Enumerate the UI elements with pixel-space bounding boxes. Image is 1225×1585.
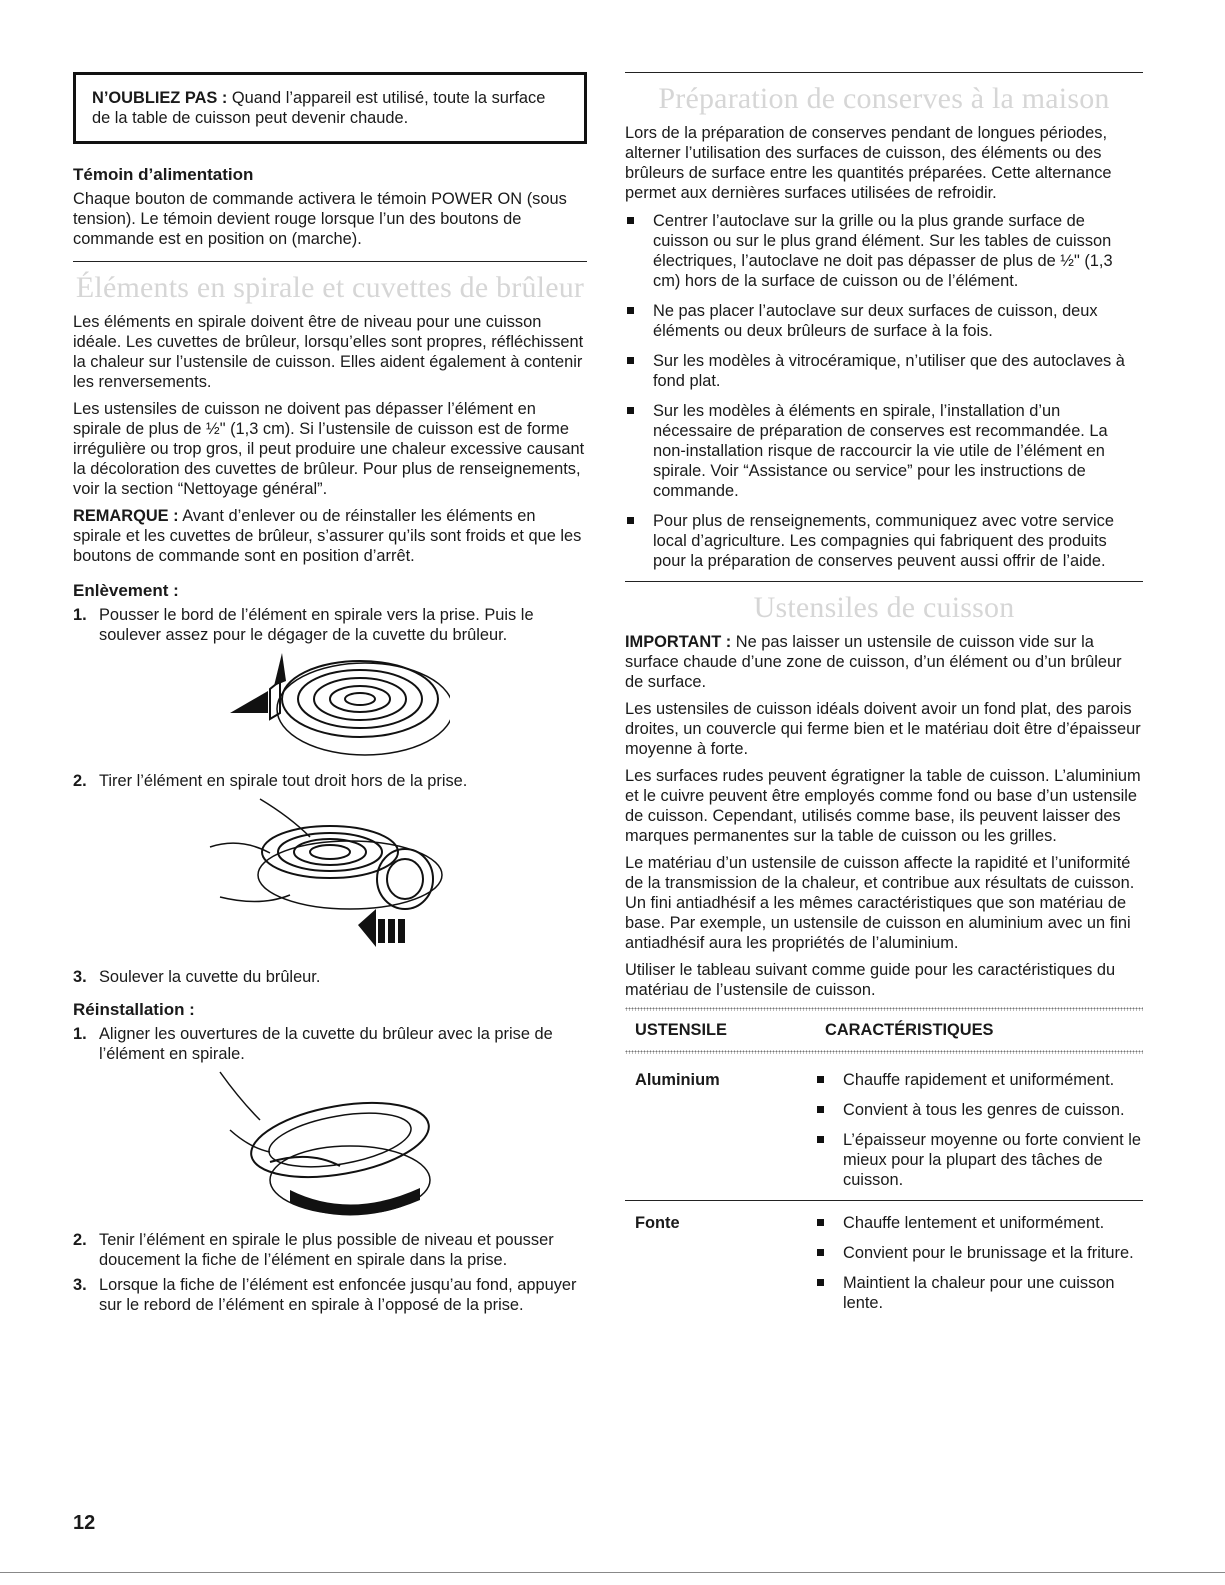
reinstall-heading: Réinstallation : <box>73 1000 195 1019</box>
material-name: Aluminium <box>635 1071 720 1089</box>
column-header-cookware: USTENSILE <box>635 1021 727 1039</box>
section-divider <box>73 261 587 262</box>
cookware-paragraph-1: Les ustensiles de cuisson idéals doivent avoir un fond plat, des parois droites, un couvercle qui ferme bien et le matériau doit être d’épaisseur moyenne à forte. <box>625 700 1141 758</box>
bullet-square <box>817 1219 824 1226</box>
coils-paragraph-2: Les ustensiles de cuisson ne doivent pas dépasser l’élément en spirale de plus de ½" (1,3 cm). Si l’ustensile de cuisson est de forme irrégulière ou trop gros, il peut produire une chaleur excessive causant la décoloration des cuvettes de brûleur. Pour plus de renseignements, voir la section “Nettoyage général”. <box>73 400 585 498</box>
column-header-characteristics: CARACTÉRISTIQUES <box>825 1021 994 1039</box>
material-table-body <box>625 1058 1143 1323</box>
list-item: Convient à tous les genres de cuisson. <box>815 1100 1143 1120</box>
bullet-square <box>627 357 634 364</box>
material-characteristics <box>815 1201 1143 1324</box>
reinstall-steps-cont <box>73 1230 587 1315</box>
cookware-paragraph-2: Les surfaces rudes peuvent égratigner la table de cuisson. L’aluminium et le cuivre peuvent être employés comme fond ou base d’un ustensile de cuisson. Cependant, utilisés comme base, ils peuvent laisser des marques permanentes sur la table de cuisson ou les grilles. <box>625 767 1141 845</box>
bullet-square <box>817 1136 824 1143</box>
cookware-section-title: Ustensiles de cuisson <box>753 591 1015 624</box>
list-item: 3. Lorsque la fiche de l’élément est enfoncée jusqu’au fond, appuyer sur le rebord de l’élément en spirale à l’opposé de la prise. <box>73 1276 577 1314</box>
bullet-square <box>817 1106 824 1113</box>
canning-bullets <box>625 211 1143 571</box>
list-item: Chauffe lentement et uniformément. <box>815 1213 1143 1233</box>
coils-paragraph-1: Les éléments en spirale doivent être de niveau pour une cuisson idéale. Les cuvettes de brûleur, lorsqu’elles sont propres, réfléchissent la chaleur sur l’ustensile de cuisson. Elles aident également à contenir les renversements. <box>73 313 584 391</box>
bullet-square <box>627 217 634 224</box>
list-item: Pour plus de renseignements, communiquez avec votre service local d’agriculture. Les compagnies qui fabriquent des produits pour la préparation de conserves peuvent aussi offrir de l’aide. <box>625 511 1143 571</box>
bullet-square <box>627 407 634 414</box>
removal-heading: Enlèvement : <box>73 581 179 600</box>
bullet-square <box>627 517 634 524</box>
remark-text: Avant d’enlever ou de réinstaller les éléments en spirale et les cuvettes de brûleur, s’assurer qu’ils sont froids et que les boutons de commande sont en position d’arrêt. <box>73 507 582 565</box>
reinstall-steps <box>73 1024 587 1064</box>
bullet-square <box>817 1076 824 1083</box>
reminder-box <box>73 72 587 144</box>
list-item: L’épaisseur moyenne ou forte convient le mieux pour la plupart des tâches de cuisson. <box>815 1130 1143 1190</box>
material-name: Fonte <box>625 1201 815 1324</box>
removal-steps <box>73 605 587 645</box>
page-number: 12 <box>73 1512 96 1534</box>
important-text: Ne pas laisser un ustensile de cuisson vide sur la surface chaude d’une zone de cuisson, d’un élément ou d’un brûleur de surface. <box>625 633 1122 691</box>
list-item: Maintient la chaleur pour une cuisson lente. <box>815 1273 1143 1313</box>
table-top-border <box>625 1007 1143 1011</box>
table-row <box>625 1201 1143 1324</box>
removal-steps-cont-2 <box>73 967 587 987</box>
removal-steps-cont <box>73 771 587 791</box>
list-item: Ne pas placer l’autoclave sur deux surfaces de cuisson, deux éléments ou deux brûleurs de surface à la fois. <box>625 301 1143 341</box>
list-item: Chauffe rapidement et uniformément. <box>815 1070 1143 1090</box>
coils-remark <box>73 506 587 566</box>
pan-align-illustration <box>210 1070 450 1220</box>
list-item: 1. Aligner les ouvertures de la cuvette du brûleur avec la prise de l’élément en spirale. <box>73 1025 553 1063</box>
bullet-square <box>627 307 634 314</box>
list-item: Sur les modèles à éléments en spirale, l’installation d’un nécessaire de préparation de conserves est recommandée. La non-installation risque de raccourcir la vie utile de l’élément en spirale. Voir “Assistance ou service” pour les instructions de commande. <box>625 401 1143 501</box>
page-bottom-rule <box>0 1572 1225 1573</box>
coil-pull-illustration <box>200 797 460 957</box>
important-label: IMPORTANT : <box>625 633 732 651</box>
list-item: Convient pour le brunissage et la friture. <box>815 1243 1143 1263</box>
table-row <box>625 1058 1143 1201</box>
material-table <box>625 1015 1143 1046</box>
list-item: 2. Tenir l’élément en spirale le plus possible de niveau et pousser doucement la fiche de l’élément en spirale dans la prise. <box>73 1231 554 1269</box>
material-characteristics <box>815 1058 1143 1201</box>
cookware-paragraph-4: Utiliser le tableau suivant comme guide pour les caractéristiques du matériau de l’ustensile de cuisson. <box>625 961 1116 999</box>
coils-section-title: Éléments en spirale et cuvettes de brûleur <box>75 271 585 304</box>
remark-label: REMARQUE : <box>73 507 179 525</box>
section-divider <box>625 72 1143 73</box>
reminder-label: N’OUBLIEZ PAS : <box>92 89 228 107</box>
left-column <box>73 72 587 1321</box>
right-column <box>625 72 1143 1323</box>
table-header-row <box>625 1015 1143 1046</box>
bullet-square <box>817 1249 824 1256</box>
list-item: Sur les modèles à vitrocéramique, n’utiliser que des autoclaves à fond plat. <box>625 351 1143 391</box>
power-heading: Témoin d’alimentation <box>73 165 254 184</box>
list-item: 3. Soulever la cuvette du brûleur. <box>73 968 321 986</box>
table-header-border <box>625 1050 1143 1054</box>
cookware-paragraph-3: Le matériau d’un ustensile de cuisson affecte la rapidité et l’uniformité de la transmission de la chaleur, et contribue aux résultats de cuisson. Un fini antiadhésif a les mêmes caractéristiques que son matériau de base. Par exemple, un ustensile de cuisson en aluminium avec un fini antiadhésif aura les propriétés de l’aluminium. <box>625 854 1135 952</box>
canning-intro: Lors de la préparation de conserves pendant de longues périodes, alterner l’utilisation des surfaces de cuisson, des éléments ou des brûleurs de surface entre les quantités préparées. Cette alternance permet aux dernières surfaces utilisées de refroidir. <box>625 124 1112 202</box>
bullet-square <box>817 1279 824 1286</box>
coil-lift-illustration <box>210 651 450 761</box>
canning-section-title: Préparation de conserves à la maison <box>658 82 1110 115</box>
reminder-text: Quand l’appareil est utilisé, toute la surface de la table de cuisson peut devenir chaude. <box>92 89 546 127</box>
list-item: Centrer l’autoclave sur la grille ou la plus grande surface de cuisson ou sur le plus grand élément. Sur les tables de cuisson électriques, l’autoclave ne doit pas dépasser de plus de ½" (1,3 cm) hors de la surface de cuisson ou de l’élément. <box>625 211 1143 291</box>
list-item: 2. Tirer l’élément en spirale tout droit hors de la prise. <box>73 772 468 790</box>
section-divider <box>625 581 1143 582</box>
power-text: Chaque bouton de commande activera le témoin POWER ON (sous tension). Le témoin devient rouge lorsque l’un des boutons de commande est en position on (marche). <box>73 190 567 248</box>
cookware-important <box>625 632 1143 692</box>
list-item: 1. Pousser le bord de l’élément en spirale vers la prise. Puis le soulever assez pour le dégager de la cuvette du brûleur. <box>73 606 534 644</box>
